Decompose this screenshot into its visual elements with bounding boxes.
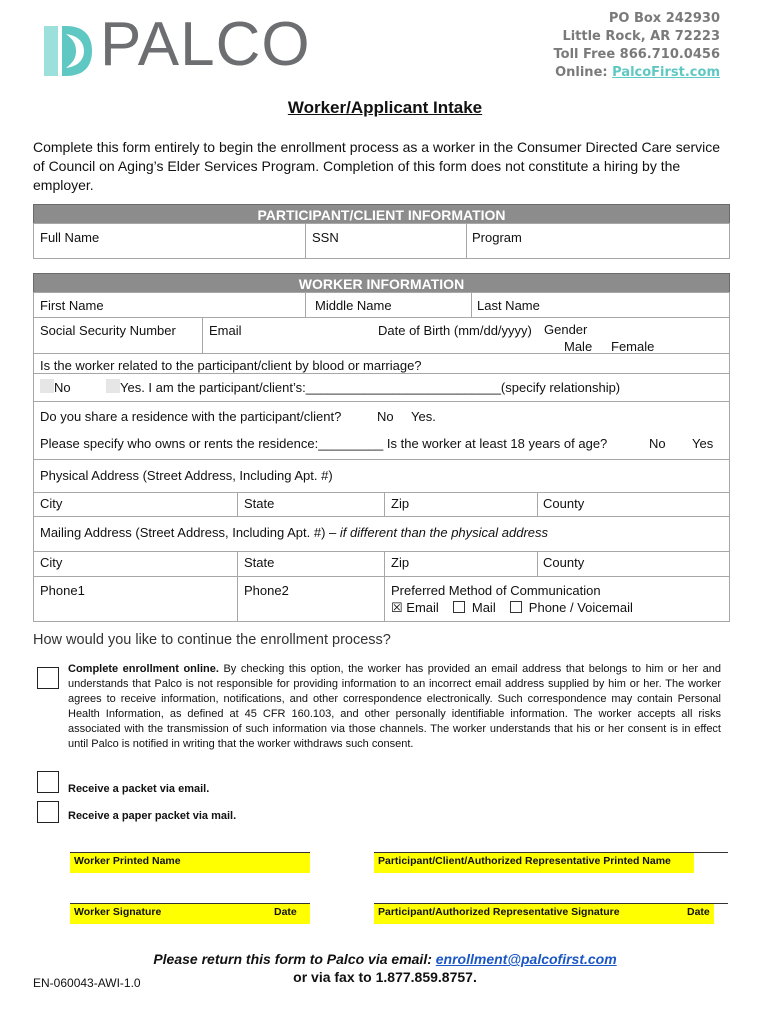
pref-phone-label: Phone / Voicemail [528, 600, 633, 615]
contact-block [554, 10, 720, 82]
divider [34, 353, 729, 354]
worker-signature-label: Worker Signature [74, 906, 162, 918]
divider [34, 401, 729, 402]
physical-city-field[interactable]: City [40, 496, 63, 511]
physical-address-field[interactable]: Physical Address (Street Address, Including Apt. #) [40, 468, 333, 483]
worker-first-name-field[interactable]: First Name [40, 298, 104, 313]
mailing-state-field[interactable]: State [244, 555, 275, 570]
divider [34, 551, 729, 552]
residence-no-option[interactable]: No [377, 409, 394, 424]
divider [384, 492, 385, 516]
online-enrollment-checkbox[interactable] [37, 667, 59, 689]
age-yes-option[interactable]: Yes [692, 436, 714, 451]
rep-date-label: Date [687, 906, 710, 918]
packet-email-label: Receive a packet via email. [68, 783, 210, 795]
packet-email-checkbox[interactable] [37, 771, 59, 793]
online-enrollment-title: Complete enrollment online. [68, 663, 219, 675]
worker-printed-name-label: Worker Printed Name [70, 853, 310, 873]
worker-date-label: Date [274, 906, 297, 918]
pref-mail-checkbox[interactable] [453, 601, 465, 613]
preferred-method-label: Preferred Method of Communication [391, 583, 601, 598]
toll-free: Toll Free 866.710.0456 [553, 47, 720, 62]
divider [305, 224, 306, 258]
owns-and-age-question[interactable]: Please specify who owns or rents the residence:_________ Is the worker at least 18 years of age? [40, 436, 608, 451]
mailing-zip-field[interactable]: Zip [391, 555, 410, 570]
divider [384, 576, 385, 621]
participant-ssn-field[interactable]: SSN [312, 230, 339, 245]
rep-printed-name-label: Participant/Client/Authorized Representative Printed Name [374, 853, 694, 873]
intro-text: Complete this form entirely to begin the enrollment process as a worker in the Consumer Directed Care service of Council on Aging’s Elder Services Program. Completion of this form does not constitute a hiring by the employer. [33, 139, 721, 193]
pref-email-label: Email [406, 600, 439, 615]
participant-section-header: PARTICIPANT/CLIENT INFORMATION [33, 204, 730, 224]
related-question: Is the worker related to the participant/client by blood or marriage? [40, 358, 422, 373]
divider [34, 516, 729, 517]
palco-logo-icon [44, 24, 92, 78]
participant-program-field[interactable]: Program [472, 230, 522, 245]
physical-county-field[interactable]: County [543, 496, 585, 511]
worker-middle-name-field[interactable]: Middle Name [315, 298, 392, 313]
worker-email-field[interactable]: Email [209, 323, 242, 338]
website-link[interactable]: PalcoFirst.com [612, 65, 720, 80]
online-line [554, 64, 720, 82]
worker-table [33, 292, 730, 622]
divider [34, 459, 729, 460]
worker-section-header: WORKER INFORMATION [33, 273, 730, 293]
mailing-city-field[interactable]: City [40, 555, 63, 570]
residence-question: Do you share a residence with the participant/client? [40, 409, 342, 424]
related-yes-label: Yes. I am the participant/client’s:___________________________(specify relationship) [120, 380, 621, 395]
divider [237, 551, 238, 576]
physical-state-field[interactable]: State [244, 496, 275, 511]
divider [537, 551, 538, 576]
gender-male-option[interactable]: Male [564, 339, 593, 354]
divider [202, 317, 203, 353]
worker-dob-field[interactable]: Date of Birth (mm/dd/yyyy) [378, 323, 532, 338]
return-email-link[interactable]: enrollment@palcofirst.com [435, 951, 617, 967]
packet-mail-label: Receive a paper packet via mail. [68, 810, 237, 822]
packet-mail-checkbox[interactable] [37, 801, 59, 823]
mailing-address-note: if different than the physical address [339, 525, 549, 540]
pref-phone-checkbox[interactable] [510, 601, 522, 613]
online-enrollment-text [68, 662, 721, 752]
address-line-2: Little Rock, AR 72223 [562, 29, 720, 44]
mailing-address-field[interactable] [40, 525, 548, 540]
divider [537, 492, 538, 516]
pref-mail-label: Mail [471, 600, 496, 615]
divider [305, 293, 306, 317]
gender-label: Gender [544, 322, 588, 337]
participant-table [33, 223, 730, 259]
divider [34, 317, 729, 318]
related-yes-checkbox[interactable] [106, 379, 120, 393]
return-text: Please return this form to Palco via email: [153, 951, 432, 967]
divider [237, 576, 238, 621]
physical-zip-field[interactable]: Zip [391, 496, 410, 511]
related-no-checkbox[interactable] [40, 379, 54, 393]
divider [471, 293, 472, 317]
divider [34, 576, 729, 577]
rep-signature-label: Participant/Authorized Representative Signature [378, 906, 620, 918]
divider [34, 492, 729, 493]
divider [237, 492, 238, 516]
age-no-option[interactable]: No [649, 436, 666, 451]
phone2-field[interactable]: Phone2 [244, 583, 289, 598]
document-id: EN-060043-AWI-1.0 [33, 976, 141, 990]
residence-yes-option[interactable]: Yes. [411, 409, 436, 424]
related-no-label: No [54, 380, 71, 395]
online-enrollment-body: By checking this option, the worker has provided an email address that belongs to him or her and understands that Palco is not responsible for providing information to an incorrect email address supplied by him or her. The worker agrees to receive information, notifications, and other correspondence electronically. Such correspondence may contain Personal Health Information, as defined at 45 CFR 160.103, and other personally identifiable information. The worker accepts all risks associated with the transmission of such information via those channels. The worker understands that his or her consent is in effect until Palco is notified in writing that the worker withdraws such consent. [68, 663, 721, 750]
return-email-line [0, 950, 770, 968]
divider [34, 373, 729, 374]
worker-signature-label-block [70, 904, 310, 924]
return-fax-line: or via fax to 1.877.859.8757. [293, 969, 477, 985]
divider [384, 551, 385, 576]
preferred-method-options [391, 600, 633, 616]
mailing-address-label: Mailing Address (Street Address, Including Apt. #) – [40, 525, 337, 540]
pref-email-checkbox[interactable]: ☒ [391, 600, 403, 615]
worker-last-name-field[interactable]: Last Name [477, 298, 540, 313]
participant-full-name-field[interactable]: Full Name [40, 230, 100, 245]
mailing-county-field[interactable]: County [543, 555, 585, 570]
form-title: Worker/Applicant Intake [287, 98, 483, 117]
phone1-field[interactable]: Phone1 [40, 583, 85, 598]
divider [466, 224, 467, 258]
enrollment-question: How would you like to continue the enrollment process? [33, 632, 391, 648]
logo-text: PALCO [100, 10, 311, 79]
online-label: Online: [555, 65, 608, 80]
rep-signature-label-block [374, 904, 714, 924]
gender-female-option[interactable]: Female [611, 339, 655, 354]
worker-ssn-field[interactable]: Social Security Number [40, 323, 176, 338]
address-line-1: PO Box 242930 [608, 11, 720, 26]
